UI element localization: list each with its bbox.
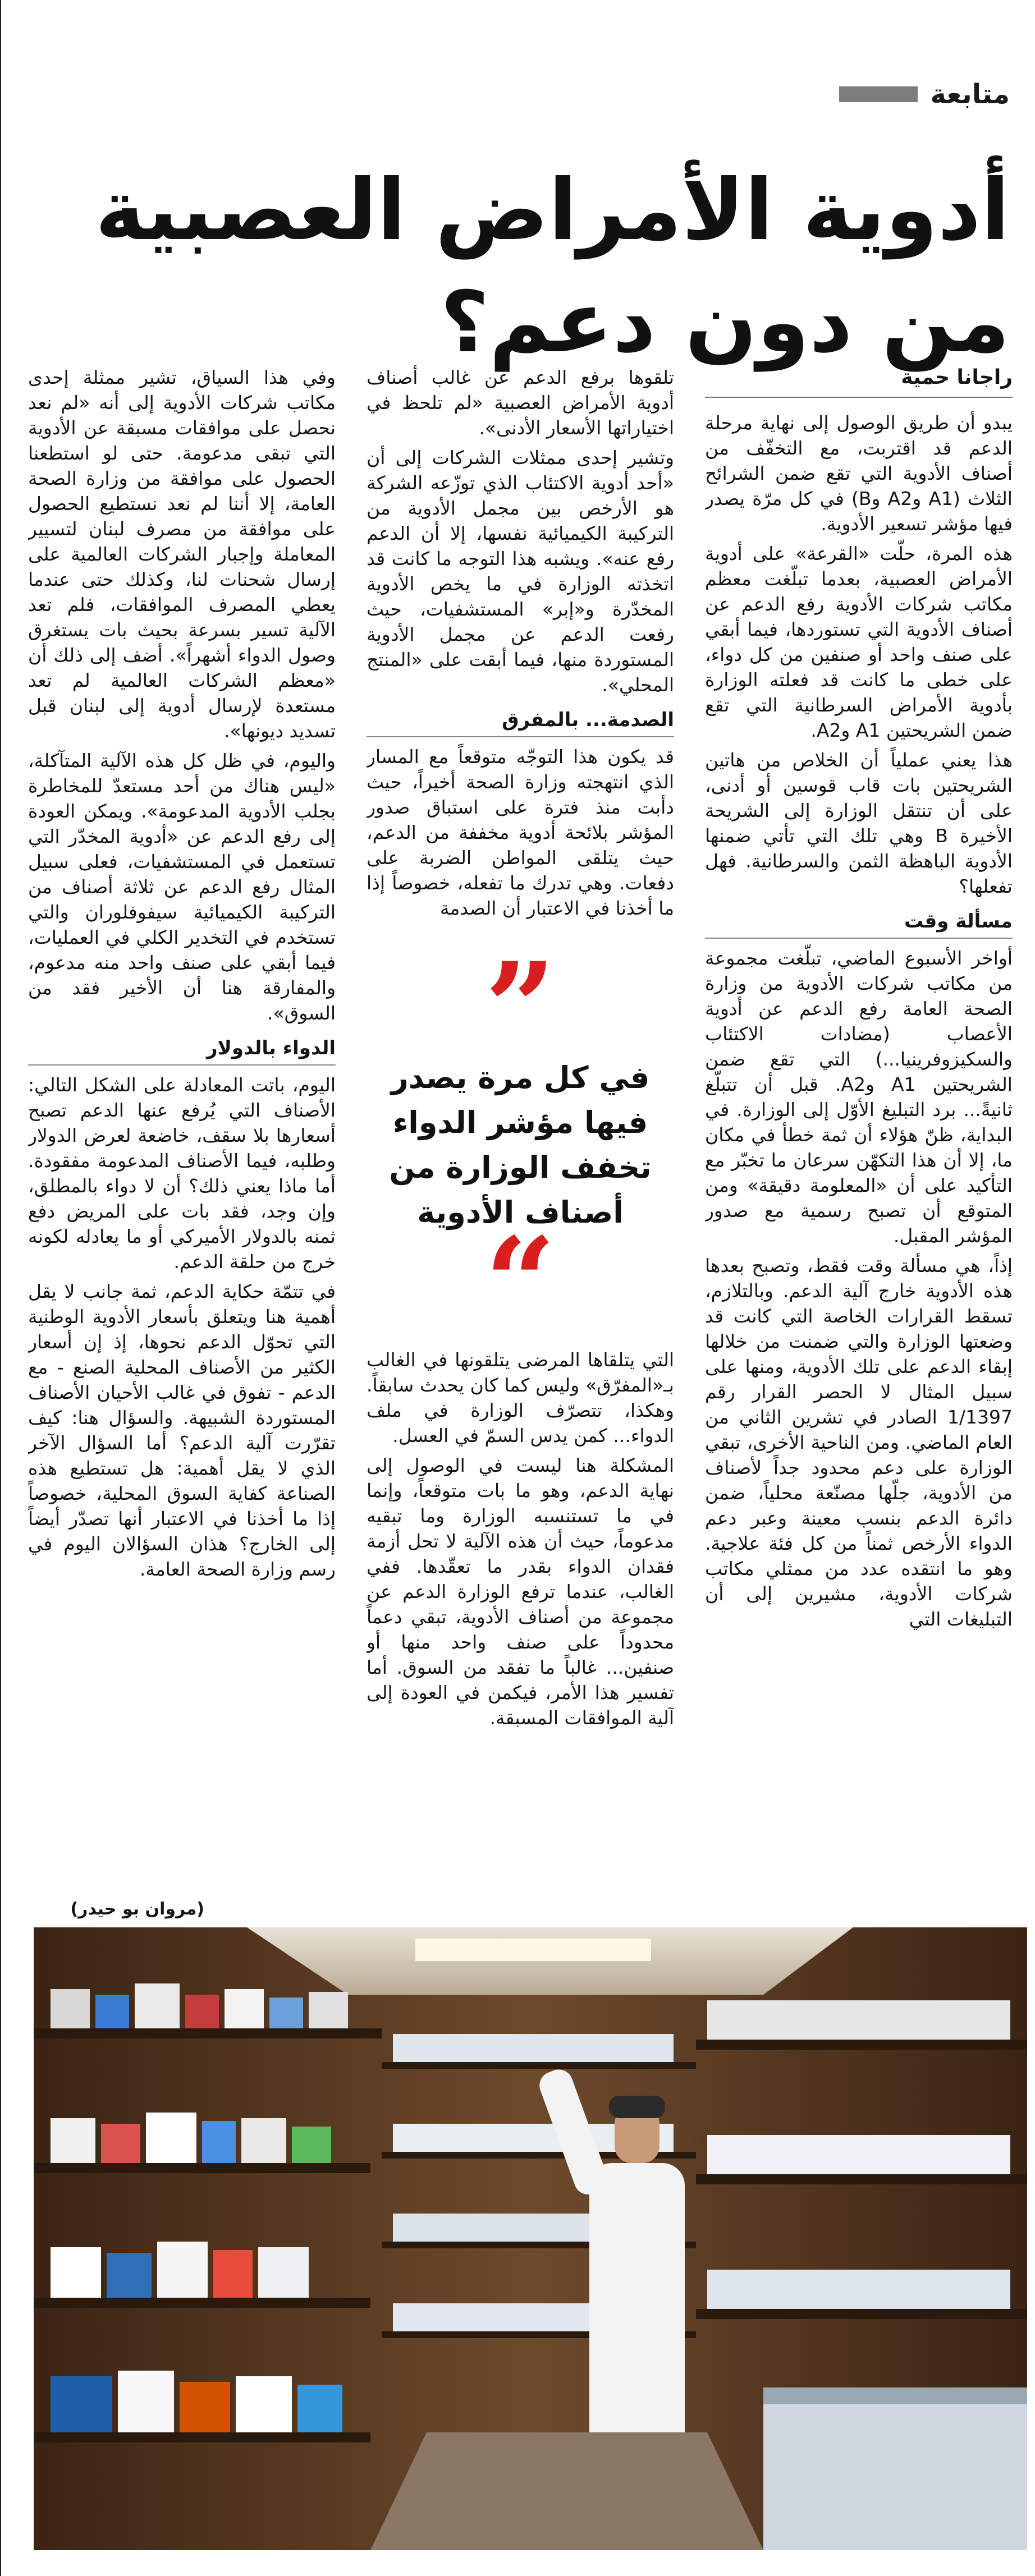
- pull-quote-text: في كل مرة يصدر فيها مؤشر الدواء تخفف الوزارة من أصناف الأدوية: [389, 1060, 652, 1230]
- paragraph: في تتمّة حكاية الدعم، ثمة جانب لا يقل أهمية هنا ويتعلق بأسعار الأدوية الوطنية التي تحوّل الدعم نحوها، إذ إن أسعار الكثير من الأصناف المحلية الصنع - مع الدعم - تفوق في غالب الأحيان الأصناف المستوردة الشبيهة. والسؤال هنا: كيف تقرّرت آلية الدعم؟ أما السؤال الآخر الذي لا يقل أهمية: هل تستطيع هذه الصناعة كفاية السوق المحلية، خصوصاً إذا ما أخذنا في الاعتبار أنها تصدّر أيضاً إلى الخارج؟ هذان السؤالان اليوم في رسم وزارة الصحة العامة.: [28, 1280, 336, 1580]
- paragraph: هذا يعني عملياً أن الخلاص من هاتين الشريحتين بات قاب قوسين أو أدنى، على أن تنتقل الوزارة إلى الشريحة الأخيرة B وهي تلك التي تأتي ضمنها الأدوية الباهظة الثمن والسرطانية. فهل تفعلها؟: [705, 749, 1013, 897]
- subhead: الدواء بالدولار: [28, 1036, 336, 1066]
- paragraph: تلقوها برفع الدعم عن غالب أصناف أدوية الأمراض العصبية «لم تلحظ في اختياراتها الأسعار الأدنى».: [367, 366, 674, 439]
- column-3: [28, 365, 336, 1863]
- paragraph: المشكلة هنا ليست في الوصول إلى نهاية الدعم، وهو ما بات متوقعاً، وإنما في ما تستنسبه الوزارة وما تبقيه مدعوماً، حيث أن هذه الآلية لا تحل أزمة فقدان الدواء بقدر ما تعقّدها. ففي الغالب، عندما ترفع الوزارة الدعم عن مجموعة من أصناف الأدوية، تبقي دعماً محدوداً على صنف واحد منها أو صنفين... غالباً ما تفقد من السوق. أما تفسير هذا الأمر، فيكمن في العودة إلى آلية الموافقات المسبقة.: [367, 1454, 674, 1729]
- paragraph: وتشير إحدى ممثلات الشركات إلى أن «أحد أدوية الاكتئاب الذي توزّعه الشركة هو الأرخص بين مجمل الأدوية من التركيبة الكيميائية نفسها، إلا أن الدعم رفع عنه». ويشبه هذا التوجه ما كانت قد اتخذته الوزارة في ما يخص الأدوية المخدّرة و«إبر» المستشفيات، حيث رفعت الدعم عن مجمل الأدوية المستوردة منها، فيما أبقت على «المنتج المحلي».: [367, 447, 674, 696]
- subhead: الصدمة... بالمفرق: [367, 708, 674, 737]
- pharmacy-shelves-illustration: [34, 1927, 1027, 2550]
- paragraph: هذه المرة، حلّت «القرعة» على أدوية الأمراض العصبية، بعدما تبلّغت معظم مكاتب شركات الأدوية رفع الدعم عن أصناف الأدوية التي تستوردها، فيما أبقي على صنف واحد أو صنفين من كل دواء، على خطى ما كانت قد فعلته الوزارة بأدوية الأمراض السرطانية التي تقع ضمن الشريحتين A1 وA2.: [705, 543, 1013, 741]
- pharmacy-photo: [34, 1927, 1027, 2550]
- paragraph: قد يكون هذا التوجّه متوقعاً مع المسار الذي انتهجته وزارة الصحة أخيراً، حيث دأبت منذ فترة على استباق صدور المؤشر بلائحة أدوية مخففة من الدعم، حيث يتلقى المواطن الضربة على دفعات. وهي تدرك ما تفعله، خصوصاً إذا ما أخذنا في الاعتبار أن الصدمة: [367, 746, 674, 919]
- paragraph: إذاً، هي مسألة وقت فقط، وتصبح بعدها هذه الأدوية خارج آلية الدعم. وبالتلازم، تسقط القرارات الخاصة التي كانت قد وضعتها الوزارة والتي ضمنت من خلالها إبقاء الدعم على تلك الأدوية، ومنها على سبيل المثال لا الحصر القرار رقم 1/1397 الصادر في تشرين الثاني من العام الماضي. ومن الناحية الأخرى، تبقي الوزارة على دعم محدود جداً لأصناف من الأدوية، جلّها مصنّعة محلياً، ضمن دائرة الدعم بنسب معينة وعبر دعم الدواء الأرخص ثمناً من كل فئة علاجية. وهو ما انتقده عدد من ممثلي مكاتب شركات الأدوية، مشيرين إلى أن التبليغات التي: [705, 1255, 1013, 1630]
- headline-line-1: أدوية الأمراض العصبية: [95, 162, 1010, 259]
- paragraph: واليوم، في ظل كل هذه الآلية المتآكلة، «ليس هناك من أحد مستعدّ للمخاطرة بجلب الأدوية المدعومة». ويمكن العودة إلى رفع الدعم عن «أدوية المخدّر التي تستعمل في المستشفيات، فعلى سبيل المثال رفع الدعم عن ثلاثة أصناف من التركيبة الكيميائية سيفوفلوران والتي تستخدم في التخدير الكلي في العمليات، فيما أبقي على صنف واحد منه مدعوم، والمفارقة هنا أن الأخير فقد من السوق».: [28, 750, 336, 1024]
- left-margin-rule: [0, 0, 1, 2576]
- paragraph: وفي هذا السياق، تشير ممثلة إحدى مكاتب شركات الأدوية إلى أنه «لم نعد نحصل على موافقات مسبقة عن الأدوية التي تبقى مدعومة. حتى لو استطعنا الحصول على موافقة من وزارة الصحة العامة، إلا أننا لم نعد نستطيع الحصول على موافقة من مصرف لبنان لتسيير المعاملة وإجبار الشركات العالمية على إرسال شحنات لنا، وكذلك حتى عندما يعطي المصرف الموافقات، فلم تعد الآلية تسير بسرعة بحيث بات يستغرق وصول الدواء أشهراً». أضف إلى ذلك أن «معظم الشركات العالمية لم تعد مستعدة لإرسال أدوية إلى لبنان قبل تسديد ديونها».: [28, 366, 336, 742]
- subhead: مسألة وقت: [705, 909, 1013, 939]
- paragraph: أواخر الأسبوع الماضي، تبلّغت مجموعة من مكاتب شركات الأدوية من وزارة الصحة العامة رفع الدعم عن أدوية الأعصاب (مضادات الاكتئاب والسكيزوفرينيا...) التي تقع ضمن الشريحتين A1 وA2. قبل أن تتبلّغ ثانيةً... برد التبليغ الأوّل إلى الوزارة. في البداية، ظنّ هؤلاء أن ثمة خطأ في مكان ما، إلا أن هذا التكهّن سرعان ما تخبّر مع التأكيد على أن «المعلومة دقيقة» ومن المتوقع أن تصبح رسمية مع صدور المؤشر المقبل.: [705, 947, 1013, 1247]
- column-2: [367, 365, 674, 1863]
- section-bar: [839, 86, 918, 102]
- paragraph: اليوم، باتت المعادلة على الشكل التالي: الأصناف التي يُرفع عنها الدعم تصبح أسعارها بلا سقف، خاضعة لعرض الدولار وطلبه، فيما الأصناف المدعومة مفقودة. أما ماذا يعني ذلك؟ أن لا دواء بالمطلق، وإن وجد، فقد بات على المريض دفع ثمنه بالدولار الأميركي أو ما يعادله لكونه خرج من حلقة الدعم.: [28, 1074, 336, 1273]
- section-label: متابعة: [930, 79, 1010, 110]
- column-1: [705, 365, 1013, 1863]
- paragraph: التي يتلقاها المرضى يتلقونها في الغالب بـ«المفرّق» وليس كما كان يحدث سابقاً. وهكذا، تتصرّف الوزارة في ملف الدواء... كمن يدس السمّ في العسل.: [367, 1349, 674, 1447]
- quote-close-icon: “: [484, 1210, 556, 1355]
- photo-credit: (مروان بو حيدر): [70, 1899, 204, 1919]
- quote-open-icon: ”: [484, 935, 556, 1080]
- byline: راجانا حمية: [705, 365, 1013, 398]
- paragraph: يبدو أن طريق الوصول إلى نهاية مرحلة الدعم قد اقتربت، مع التخفّف من أصناف الأدوية التي تقع ضمن الشرائح الثلاث (A1 وA2 وB) في كل مرّة يصدر فيها مؤشر تسعير الأدوية.: [705, 412, 1013, 535]
- headline: [22, 154, 1010, 379]
- headline-line-2: من دون دعم؟: [440, 274, 1010, 371]
- pull-quote: [383, 935, 657, 1355]
- article-columns: [28, 365, 1013, 1863]
- section-header: [839, 79, 1010, 110]
